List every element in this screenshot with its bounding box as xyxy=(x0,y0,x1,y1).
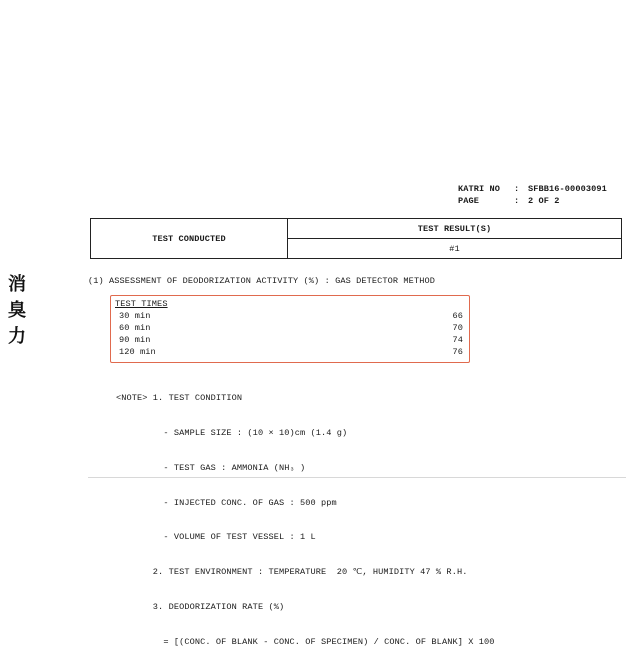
side-title xyxy=(6,272,28,350)
note-line: - VOLUME OF TEST VESSEL : 1 L xyxy=(116,532,316,543)
test-times-row xyxy=(119,347,463,359)
test-result-id-cell: #1 xyxy=(288,239,622,259)
test-result-table xyxy=(90,218,622,259)
note-line: 2. TEST ENVIRONMENT : TEMPERATURE 20 ℃, HUMIDITY 47 % R.H. xyxy=(116,567,468,578)
note-line: 3. DEODORIZATION RATE (%) xyxy=(116,601,285,612)
page-separator: : xyxy=(514,196,520,206)
assessment-line: (1) ASSESSMENT OF DEODORIZATION ACTIVITY (%) : GAS DETECTOR METHOD xyxy=(88,276,435,286)
katri-number-row xyxy=(458,183,607,195)
note-line: = [(CONC. OF BLANK - CONC. OF SPECIMEN) / CONC. OF BLANK] X 100 xyxy=(116,636,495,647)
test-conducted-cell: TEST CONDUCTED xyxy=(91,219,288,259)
side-title-char: 臭 xyxy=(8,300,26,321)
test-times-row xyxy=(119,311,463,323)
test-time: 60 min xyxy=(119,323,151,333)
test-times-highlight-box xyxy=(110,295,470,363)
katri-separator: : xyxy=(514,184,520,194)
page-label: PAGE xyxy=(458,196,480,206)
test-report-document xyxy=(88,176,626,647)
test-value: 66 xyxy=(452,311,463,321)
test-time: 30 min xyxy=(119,311,151,321)
test-times-header: TEST TIMES xyxy=(115,299,168,309)
note-line: - TEST GAS : AMMONIA (NH₃ ) xyxy=(116,462,306,473)
page-number: 2 OF 2 xyxy=(528,196,560,206)
test-notes xyxy=(116,370,495,671)
test-value: 76 xyxy=(452,347,463,357)
note-line: - INJECTED CONC. OF GAS : 500 ppm xyxy=(116,497,337,508)
test-time: 120 min xyxy=(119,347,156,357)
test-times-row xyxy=(119,335,463,347)
side-title-char: 力 xyxy=(8,326,26,347)
test-value: 74 xyxy=(452,335,463,345)
page-row xyxy=(458,195,607,207)
note-line: <NOTE> 1. TEST CONDITION xyxy=(116,393,243,404)
note-line: - SAMPLE SIZE : (10 × 10)cm (1.4 g) xyxy=(116,427,348,438)
test-times-row xyxy=(119,323,463,335)
test-time: 90 min xyxy=(119,335,151,345)
test-result-header-cell: TEST RESULT(S) xyxy=(288,219,622,239)
test-value: 70 xyxy=(452,323,463,333)
katri-label: KATRI NO xyxy=(458,184,501,194)
document-bottom-divider xyxy=(88,477,626,478)
side-title-char: 消 xyxy=(8,274,26,295)
katri-number: SFBB16-00003091 xyxy=(528,184,607,194)
report-header-info xyxy=(458,183,607,207)
